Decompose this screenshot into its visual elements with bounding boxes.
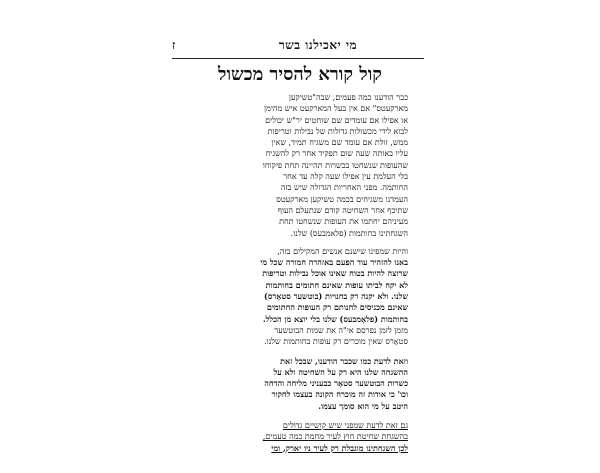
paragraph-3 — [182, 356, 418, 412]
paragraph-1 — [182, 92, 418, 239]
text-line: בלי העלמת עין אפילו שעה קלה עד אחר — [283, 172, 408, 182]
text-line: שתיכף אחר השחיטה קודם שנתעלם העוף — [277, 205, 408, 215]
running-header — [172, 38, 424, 59]
text-line: השגחתינו בחותמות (פלאמבעס) שלנו. — [290, 228, 408, 238]
text-line-underlined: בהשגחת שחיטת חוץ לעיר מחמת כמה טעמים, — [262, 432, 408, 442]
text-line-bold: לא יקח לביתו עופות שאינם חתומים בחותמות — [265, 279, 408, 290]
text-line: מזמן לזמן נפרסם אי"ה את שמות הבוטשער — [274, 325, 408, 335]
text-line: והיות שמפינו שישנם אנשים המקילים בזה, — [277, 246, 408, 256]
text-line-bold: בחותמות (פלאָמבעס) שלנו בלי יוצא מן הכלל. — [262, 313, 408, 324]
text-line-bold: שלנו. ולא יקנה רק בחנויות (בוטשער סטאָרס) — [264, 291, 408, 302]
text-line: או אפילו אם עומדים שם שוחטים יר"ש יכולים — [265, 115, 408, 125]
page-number: ז — [172, 38, 176, 52]
text-line-bold: שאינם מכניסים לחנותם רק העופות החתומים — [266, 302, 408, 313]
text-line: סטאָרס שאין מוכרים רק עופות בחותמות שלנו. — [264, 337, 408, 347]
text-line-bold: ההשגחה שלנו היא רק על השחיטה ולא על — [273, 366, 408, 377]
text-line: עליו באותה שעה שום תפקיד אחר רק להשגיח — [265, 149, 408, 159]
paragraph-4 — [182, 420, 418, 454]
text-line: לבוא לידי מכשולות גדולות של נבילות וטריפות — [267, 126, 408, 136]
text-line: העמדנו משגיחים בכמה טשיקען מארקעטס — [276, 194, 408, 204]
text-line-bold: וזאת לדעת כמו שכבר הודענו, שבכל זאת — [280, 355, 408, 366]
text-line: מארקעטס" אם אין בעל המארקעט איש מהימן — [264, 104, 408, 114]
text-line: החותמה. מפני האחריות הגדולה שיש בזה — [280, 183, 408, 193]
text-line-bold: שרוצה להיות בטוח שאינו אוכל נבילות וטריפות — [262, 268, 408, 279]
text-line-bold: באנו להזהיר עוד הפעם באזהרה חמורה שכל מי — [260, 257, 408, 268]
headline: קול קורא להסיר מכשול — [218, 64, 382, 85]
text-line: ממש, זולת אם עומד שם משגיח תמיד, שאין — [271, 138, 408, 148]
text-line-bold: היטב על מי הוא סומך עצמו. — [318, 400, 408, 411]
text-line: כבר הודענו כמה פעמים, שבה"טשיקען — [288, 93, 408, 102]
text-line-underlined: לכן השגחתינו מוגבלת רק לעיר ניו יארק, ומי — [271, 442, 408, 453]
text-line: שהעופות שנשחטו בכשרות תהיינה תחת פיקוחו — [262, 160, 408, 170]
text-line-bold: כשרות הבוטשער סטאָר כבעניני מליחה והדחה — [264, 378, 408, 389]
text-line-bold: וכו' כי אודות זה מוכרח הקונה בעצמו לחקור — [271, 389, 408, 400]
body-column — [182, 92, 418, 462]
paragraph-2 — [182, 246, 418, 348]
text-line-underlined: גם זאת לדעת שמפני שיש קושיים גדולים — [282, 421, 408, 431]
text-line: מעיניהם יחתמו את העופות שנשחטו תחת — [279, 217, 408, 227]
running-title: מי יאכילנו בשר — [278, 38, 358, 52]
